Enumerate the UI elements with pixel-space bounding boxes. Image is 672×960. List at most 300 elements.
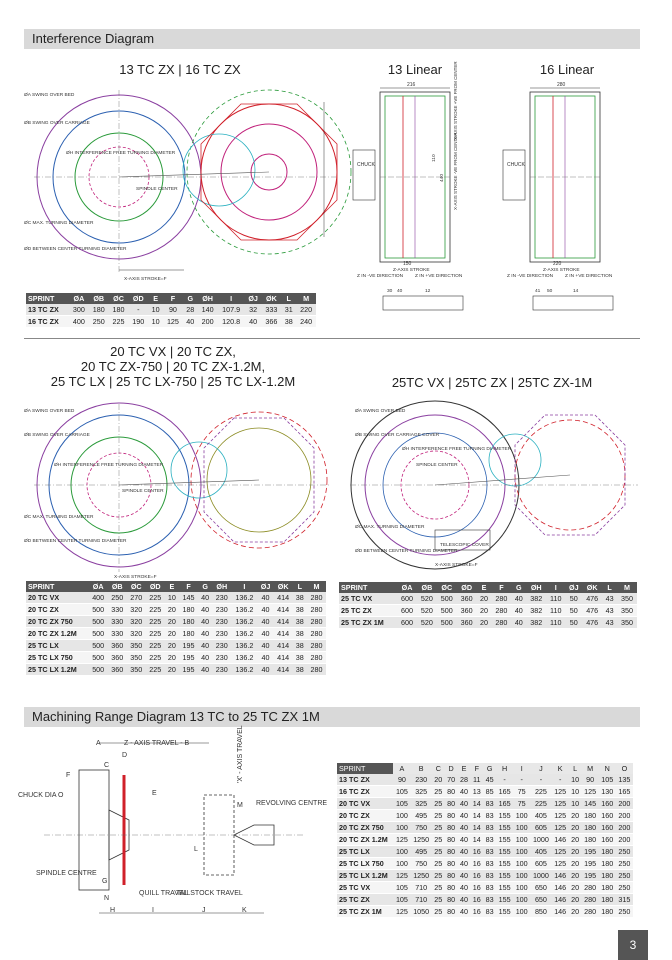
diagram-title-25tc: 25TC VX | 25TC ZX | 25TC ZX-1M	[391, 375, 593, 390]
table-cell: 360	[457, 593, 477, 605]
column-header: ØB	[108, 581, 127, 592]
diagram-title-13-linear: 13 Linear	[387, 62, 443, 77]
svg-text:110: 110	[432, 154, 437, 162]
column-header: M	[296, 293, 316, 304]
table-cell: 16 TC ZX	[337, 786, 393, 798]
table-cell: 25 TC ZX	[337, 894, 393, 906]
table-cell: 43	[602, 617, 617, 629]
table-cell: 38	[293, 652, 307, 664]
table-cell: 20 TC VX	[337, 798, 393, 810]
table-cell: 125	[552, 846, 569, 858]
column-header: I	[231, 581, 257, 592]
table-cell: 32	[245, 304, 262, 316]
table-cell: 16	[470, 882, 483, 894]
table-cell: 225	[530, 798, 551, 810]
label-h-interference: ØH INTERFERENCE FREE TURNING DIAMETER	[66, 151, 176, 156]
table-cell: 20 TC ZX 750	[26, 616, 89, 628]
table-cell: 160	[599, 798, 616, 810]
table-cell: 100	[513, 894, 530, 906]
svg-text:ØH INTERFERENCE FREE TURNING D: ØH INTERFERENCE FREE TURNING DIAMETER	[54, 463, 164, 468]
table-cell: 100	[513, 870, 530, 882]
table-cell: 605	[530, 858, 551, 870]
table-cell: 10	[148, 304, 163, 316]
table-cell: 476	[582, 593, 602, 605]
table-cell: 414	[274, 628, 293, 640]
table-cell: 40	[198, 616, 212, 628]
table-cell: 155	[496, 858, 513, 870]
table-cell: 225	[146, 616, 165, 628]
table-cell: 16	[470, 846, 483, 858]
section-title-machining-range: Machining Range Diagram 13 TC to 25 TC ZX 1M	[24, 707, 640, 727]
table-cell: 20	[569, 870, 582, 882]
table-cell: 40	[183, 316, 198, 328]
table-cell: 195	[582, 858, 599, 870]
table-cell: 80	[445, 846, 458, 858]
table-cell: 20	[477, 605, 492, 617]
table-row	[337, 870, 633, 882]
table-cell: 333	[262, 304, 282, 316]
table-cell: 360	[108, 640, 127, 652]
table-cell: 70	[445, 774, 458, 786]
table-cell: 40	[198, 652, 212, 664]
svg-text:X-AXIS STROKE -VE FROM CENTER: X-AXIS STROKE -VE FROM CENTER	[453, 132, 458, 210]
table-cell: 650	[530, 882, 551, 894]
table-cell: 350	[617, 605, 637, 617]
column-header: SPRINT	[337, 763, 393, 774]
table-cell: 180	[599, 846, 616, 858]
table-cell: 495	[411, 810, 432, 822]
table-cell: 180	[599, 870, 616, 882]
label-a-swing: ØA SWING OVER BED	[24, 93, 75, 98]
table-cell: 14	[470, 822, 483, 834]
table-cell: 20	[165, 628, 179, 640]
table-cell: 25 TC VX	[339, 593, 397, 605]
table-cell: 80	[445, 810, 458, 822]
table-cell: 40	[198, 628, 212, 640]
table-cell: 520	[417, 617, 437, 629]
table-cell: 315	[616, 894, 633, 906]
table-cell: 40	[458, 906, 471, 918]
table-cell: 80	[445, 798, 458, 810]
svg-text:Z IN +VE DIRECTION: Z IN +VE DIRECTION	[565, 274, 613, 279]
table-cell: 750	[411, 822, 432, 834]
table-cell: 280	[582, 906, 599, 918]
table-cell: 20	[477, 593, 492, 605]
table-cell: 195	[179, 640, 198, 652]
svg-text:X-AXIS STROKE=F: X-AXIS STROKE=F	[114, 575, 157, 580]
table-cell: 40	[198, 664, 212, 676]
column-header: ØJ	[565, 582, 582, 593]
column-header: F	[470, 763, 483, 774]
table-cell: 195	[582, 846, 599, 858]
table-cell: 10	[569, 798, 582, 810]
svg-text:I: I	[152, 907, 154, 914]
table-cell: 105	[393, 882, 410, 894]
table-cell: 225	[146, 592, 165, 604]
table-cell: 414	[274, 604, 293, 616]
table-cell: 230	[212, 628, 231, 640]
table-cell: 100	[513, 834, 530, 846]
column-header: ØD	[128, 293, 148, 304]
interference-diagram-25tc	[340, 400, 640, 580]
table-cell: 250	[616, 906, 633, 918]
table-cell: 38	[293, 616, 307, 628]
table-cell: 520	[417, 593, 437, 605]
column-header: L	[281, 293, 296, 304]
column-header: I	[217, 293, 244, 304]
table-cell: 80	[445, 906, 458, 918]
table-cell: 13 TC ZX	[26, 304, 69, 316]
table-cell: 350	[617, 617, 637, 629]
table-cell: 120.8	[217, 316, 244, 328]
table-row	[337, 798, 633, 810]
table-cell: 225	[146, 652, 165, 664]
table-cell: 165	[616, 786, 633, 798]
table-cell: 325	[411, 798, 432, 810]
table-cell: 136.2	[231, 640, 257, 652]
table-cell: 16	[470, 894, 483, 906]
table-cell: 40	[257, 604, 273, 616]
column-header: ØA	[89, 581, 108, 592]
table-cell: 20	[165, 604, 179, 616]
table-cell: 105	[393, 798, 410, 810]
table-cell: 38	[281, 316, 296, 328]
table-row	[337, 858, 633, 870]
label-x-stroke: X-AXIS STROKE=F	[124, 277, 167, 282]
table-cell: 250	[616, 846, 633, 858]
svg-text:M: M	[237, 802, 243, 809]
table-cell: 83	[483, 846, 496, 858]
table-cell: 13	[470, 786, 483, 798]
table-cell: 25 TC LX 1.2M	[337, 870, 393, 882]
table-cell: 405	[530, 810, 551, 822]
table-cell: 320	[127, 616, 146, 628]
table-cell: 195	[179, 664, 198, 676]
table-cell: 225	[146, 640, 165, 652]
diagram-title-20-25-tc: 20 TC VX | 20 TC ZX, 20 TC ZX-750 | 20 TC ZX-1.2M, 25 TC LX | 25 TC LX-750 | 25 TC LX-1.2M	[50, 344, 296, 389]
table-cell: 230	[212, 640, 231, 652]
table-cell: 100	[513, 906, 530, 918]
interference-diagram-13-16	[24, 82, 340, 292]
table-cell: 83	[483, 858, 496, 870]
table-cell: 330	[108, 616, 127, 628]
table-cell: 38	[293, 604, 307, 616]
table-cell: 100	[513, 858, 530, 870]
table-cell: 14	[470, 798, 483, 810]
table-cell: 20	[165, 616, 179, 628]
table-cell: 83	[483, 798, 496, 810]
column-header: ØK	[582, 582, 602, 593]
table-cell: 80	[445, 894, 458, 906]
table-cell: 180	[582, 822, 599, 834]
table-cell: 145	[582, 798, 599, 810]
label-b-swing: ØB SWING OVER CARRIAGE	[24, 121, 90, 126]
interference-diagram-20-25	[24, 400, 334, 580]
table-cell: 230	[212, 604, 231, 616]
table-cell: 105	[393, 894, 410, 906]
table-cell: 80	[445, 786, 458, 798]
column-header: M	[307, 581, 326, 592]
svg-text:CHUCK DIA O: CHUCK DIA O	[18, 792, 64, 799]
table-cell: 25	[432, 834, 445, 846]
table-cell: 136.2	[231, 616, 257, 628]
table-cell: 10	[148, 316, 163, 328]
column-header: F	[491, 582, 511, 593]
table-cell: 146	[552, 906, 569, 918]
svg-text:SPINDLE CENTER: SPINDLE CENTER	[122, 489, 164, 494]
column-header: B	[411, 763, 432, 774]
svg-text:F: F	[66, 772, 71, 779]
column-header: F	[163, 293, 183, 304]
table-cell: 250	[616, 882, 633, 894]
table-cell: 105	[393, 786, 410, 798]
table-row	[26, 604, 326, 616]
table-cell: 43	[602, 593, 617, 605]
table-cell: 40	[198, 592, 212, 604]
table-cell: 1000	[530, 834, 551, 846]
table-cell: 16	[470, 870, 483, 882]
table-cell: 80	[445, 834, 458, 846]
table-cell: 360	[108, 652, 127, 664]
table-cell: 520	[417, 605, 437, 617]
table-cell: 1250	[411, 834, 432, 846]
table-cell: 14	[470, 810, 483, 822]
table-cell: 40	[257, 616, 273, 628]
table-cell: 25	[432, 894, 445, 906]
table-cell: 400	[69, 316, 89, 328]
column-header: ØC	[127, 581, 146, 592]
svg-text:Z IN +VE DIRECTION: Z IN +VE DIRECTION	[415, 274, 463, 279]
table-cell: -	[128, 304, 148, 316]
table-row	[337, 846, 633, 858]
table-cell: 200	[616, 822, 633, 834]
table-cell: 320	[127, 604, 146, 616]
table-cell: 83	[483, 894, 496, 906]
table-cell: 100	[513, 882, 530, 894]
machining-range-diagram	[18, 725, 328, 925]
column-header: SPRINT	[26, 581, 89, 592]
table-cell: 240	[296, 316, 316, 328]
svg-text:220: 220	[553, 261, 562, 267]
table-cell: 100	[393, 810, 410, 822]
table-row	[26, 640, 326, 652]
table-cell: 125	[552, 798, 569, 810]
table-cell: 40	[198, 604, 212, 616]
table-cell: 160	[599, 834, 616, 846]
column-header: ØB	[417, 582, 437, 593]
table-cell: 270	[127, 592, 146, 604]
column-header: E	[148, 293, 163, 304]
svg-text:L: L	[194, 846, 198, 853]
table-cell: 155	[496, 834, 513, 846]
table-cell: 330	[108, 604, 127, 616]
table-cell: 10	[165, 592, 179, 604]
table-cell: 40	[511, 617, 526, 629]
table-cell: 40	[257, 652, 273, 664]
column-header: D	[445, 763, 458, 774]
table-cell: 250	[616, 870, 633, 882]
svg-text:ØA SWING OVER BED: ØA SWING OVER BED	[24, 409, 75, 414]
svg-text:Z-AXIS STROKE: Z-AXIS STROKE	[543, 268, 580, 273]
table-cell: 300	[69, 304, 89, 316]
table-cell: 28	[183, 304, 198, 316]
table-cell: 20	[569, 834, 582, 846]
table-cell: 40	[458, 822, 471, 834]
svg-text:Z - AXIS TRAVEL - B: Z - AXIS TRAVEL - B	[124, 740, 190, 747]
table-cell: 20	[569, 894, 582, 906]
svg-text:G: G	[102, 878, 108, 885]
svg-text:CHUCK: CHUCK	[357, 162, 375, 168]
table-cell: 38	[293, 592, 307, 604]
table-cell: 11	[470, 774, 483, 786]
table-cell: 110	[546, 593, 565, 605]
table-cell: 710	[411, 894, 432, 906]
column-header: I	[546, 582, 565, 593]
table-cell: 40	[245, 316, 262, 328]
table-cell: 325	[411, 786, 432, 798]
table-cell: 125	[582, 786, 599, 798]
table-cell: 330	[108, 628, 127, 640]
table-cell: 155	[496, 894, 513, 906]
table-cell: 43	[602, 605, 617, 617]
table-cell: 100	[393, 858, 410, 870]
table-cell: 180	[179, 604, 198, 616]
table-cell: 280	[491, 593, 511, 605]
table-cell: 100	[393, 822, 410, 834]
section-title-interference: Interference Diagram	[24, 29, 640, 49]
table-row	[337, 882, 633, 894]
table-cell: 90	[582, 774, 599, 786]
table-cell: 40	[458, 858, 471, 870]
svg-text:12: 12	[425, 289, 431, 294]
table-row	[337, 810, 633, 822]
table-cell: -	[496, 774, 513, 786]
label-c-max: ØC MAX. TURNING DIAMETER	[24, 221, 94, 226]
table-cell: 500	[89, 628, 108, 640]
table-cell: 31	[281, 304, 296, 316]
table-cell: 280	[307, 640, 326, 652]
table-cell: 145	[179, 592, 198, 604]
table-cell: 405	[530, 846, 551, 858]
table-cell: 250	[89, 316, 109, 328]
table-cell: 180	[179, 616, 198, 628]
table-cell: 16	[470, 858, 483, 870]
table-cell: 414	[274, 640, 293, 652]
column-header: A	[393, 763, 410, 774]
column-header: G	[198, 581, 212, 592]
table-cell: 495	[411, 846, 432, 858]
table-cell: 280	[307, 628, 326, 640]
table-cell: 250	[108, 592, 127, 604]
table-row	[26, 628, 326, 640]
svg-text:H: H	[110, 907, 116, 914]
svg-text:TELESCOPIC COVER: TELESCOPIC COVER	[440, 543, 489, 548]
svg-text:50: 50	[547, 289, 553, 294]
table-cell: 125	[393, 834, 410, 846]
column-header: H	[496, 763, 513, 774]
column-header: ØK	[274, 581, 293, 592]
svg-text:ØD BETWEEN CENTER TURNING DIAM: ØD BETWEEN CENTER TURNING DIAMETER	[24, 539, 127, 544]
table-cell: 25 TC LX	[26, 640, 89, 652]
table-cell: 350	[127, 640, 146, 652]
table-cell: 1000	[530, 870, 551, 882]
table-row	[26, 652, 326, 664]
table-cell: 180	[582, 834, 599, 846]
table-cell: 40	[257, 628, 273, 640]
table-cell: 40	[257, 592, 273, 604]
column-header: N	[599, 763, 616, 774]
column-header: L	[569, 763, 582, 774]
table-cell: 16 TC ZX	[26, 316, 69, 328]
table-cell: 20	[432, 774, 445, 786]
label-spindle-center: SPINDLE CENTER	[136, 187, 178, 192]
table-cell: 40	[257, 640, 273, 652]
table-cell: 85	[483, 786, 496, 798]
table-cell: 50	[565, 605, 582, 617]
table-cell: 40	[458, 786, 471, 798]
table-cell: 100	[513, 810, 530, 822]
table-cell: 280	[582, 894, 599, 906]
table-cell: 20 TC ZX 1.2M	[26, 628, 89, 640]
table-cell: 25	[432, 846, 445, 858]
spec-table-20-25	[26, 581, 326, 676]
table-cell: 155	[496, 906, 513, 918]
table-cell: 20 TC ZX	[337, 810, 393, 822]
table-cell: 500	[89, 604, 108, 616]
column-header: J	[530, 763, 551, 774]
column-header: C	[432, 763, 445, 774]
table-cell: 83	[483, 810, 496, 822]
diagram-title-13-16-tc-zx: 13 TC ZX | 16 TC ZX	[119, 62, 241, 77]
table-row	[337, 822, 633, 834]
column-header: SPRINT	[339, 582, 397, 593]
table-cell: 220	[296, 304, 316, 316]
table-cell: 20	[569, 822, 582, 834]
table-cell: 160	[599, 810, 616, 822]
table-cell: 13 TC ZX	[337, 774, 393, 786]
table-cell: 225	[146, 664, 165, 676]
table-cell: 40	[458, 834, 471, 846]
table-cell: 180	[582, 810, 599, 822]
column-header: L	[602, 582, 617, 593]
svg-text:40: 40	[397, 289, 403, 294]
table-cell: 90	[393, 774, 410, 786]
label-d-between: ØD BETWEEN CENTER TURNING DIAMETER	[24, 247, 127, 252]
table-row	[26, 664, 326, 676]
svg-text:ØB SWING OVER CARRIAGE: ØB SWING OVER CARRIAGE	[24, 433, 90, 438]
column-header: ØJ	[245, 293, 262, 304]
column-header: ØB	[89, 293, 109, 304]
table-cell: 400	[89, 592, 108, 604]
column-header: ØJ	[257, 581, 273, 592]
table-cell: 20	[165, 664, 179, 676]
table-cell: 83	[483, 834, 496, 846]
table-cell: 155	[496, 882, 513, 894]
column-header: G	[183, 293, 198, 304]
table-cell: 180	[599, 906, 616, 918]
table-cell: 600	[397, 617, 417, 629]
table-cell: 25	[432, 870, 445, 882]
table-cell: 350	[617, 593, 637, 605]
table-cell: 80	[445, 882, 458, 894]
table-cell: 476	[582, 617, 602, 629]
table-cell: 230	[411, 774, 432, 786]
svg-text:SPINDLE CENTRE: SPINDLE CENTRE	[36, 870, 97, 877]
table-cell: 200	[198, 316, 218, 328]
column-header: ØC	[437, 582, 457, 593]
table-cell: 80	[445, 822, 458, 834]
svg-text:E: E	[152, 790, 157, 797]
